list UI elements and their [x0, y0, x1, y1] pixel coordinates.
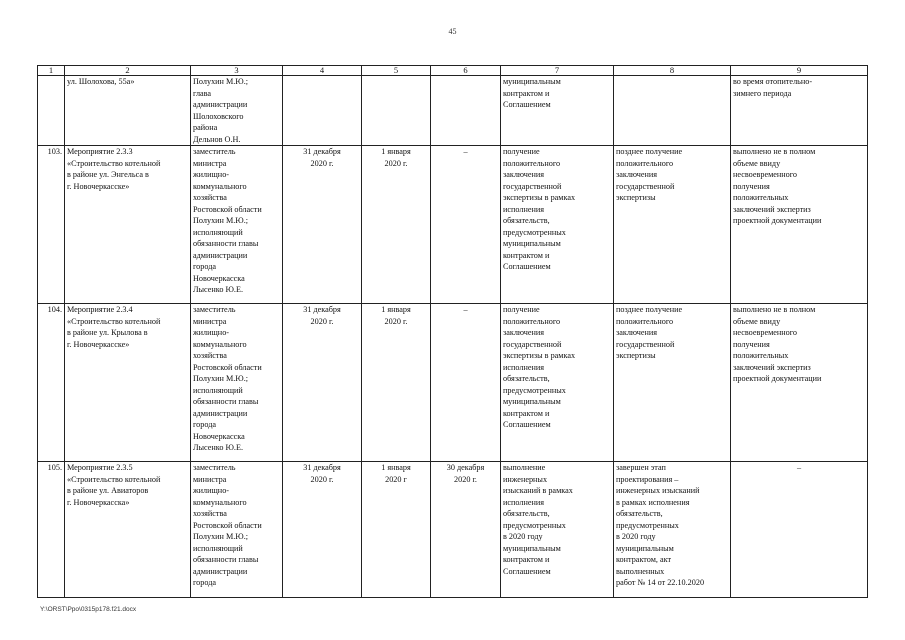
row-number: 104.	[38, 304, 65, 462]
fact-date-cell: 1 января 2020 г.	[362, 304, 431, 462]
row-number: 103.	[38, 146, 65, 304]
column-header: 1	[38, 66, 65, 76]
reasons-cell: –	[731, 462, 868, 598]
other-date-cell: –	[431, 304, 501, 462]
page-number: 45	[448, 27, 457, 36]
row-number	[38, 76, 65, 146]
table-header-row	[38, 66, 868, 76]
column-header: 8	[614, 66, 731, 76]
planned-result-cell: выполнение инженерных изысканий в рамках исполнения обязательств, предусмотренных в 2020 году муниципальным контрактом и Соглашением	[501, 462, 614, 598]
table-row	[38, 462, 868, 598]
plan-date-cell: 31 декабря 2020 г.	[283, 304, 362, 462]
reasons-cell: во время отопительно- зимнего периода	[731, 76, 868, 146]
column-header: 4	[283, 66, 362, 76]
table-row	[38, 304, 868, 462]
row-number: 105.	[38, 462, 65, 598]
column-header: 3	[191, 66, 283, 76]
column-header: 7	[501, 66, 614, 76]
responsible-cell: Полухин М.Ю.; глава администрации Шолоховского района Дельнов О.Н.	[191, 76, 283, 146]
fact-date-cell: 1 января 2020 г.	[362, 146, 431, 304]
planned-result-cell: получение положительного заключения государственной экспертизы в рамках исполнения обязательств, предусмотренных муниципальным контрактом и Соглашением	[501, 146, 614, 304]
other-date-cell: –	[431, 146, 501, 304]
reasons-cell: выполнено не в полном объеме ввиду несвоевременного получения положительных заключений экспертиз проектной документации	[731, 304, 868, 462]
responsible-cell: заместитель министра жилищно- коммунального хозяйства Ростовской области Полухин М.Ю.; исполняющий обязанности главы администрации города	[191, 462, 283, 598]
event-cell: ул. Шолохова, 55а»	[65, 76, 191, 146]
actual-result-cell	[614, 76, 731, 146]
responsible-cell: заместитель министра жилищно- коммунального хозяйства Ростовской области Полухин М.Ю.; исполняющий обязанности главы администрации города Новочеркасска Лысенко Ю.Е.	[191, 304, 283, 462]
table-row	[38, 146, 868, 304]
report-table	[37, 65, 868, 598]
fact-date-cell	[362, 76, 431, 146]
file-path-footer: Y:\ORST\Ppo\0315p178.f21.docx	[40, 606, 137, 613]
plan-date-cell: 31 декабря 2020 г.	[283, 462, 362, 598]
other-date-cell: 30 декабря 2020 г.	[431, 462, 501, 598]
responsible-cell: заместитель министра жилищно- коммунального хозяйства Ростовской области Полухин М.Ю.; исполняющий обязанности главы администрации города Новочеркасска Лысенко Ю.Е.	[191, 146, 283, 304]
column-header: 2	[65, 66, 191, 76]
other-date-cell	[431, 76, 501, 146]
event-cell: Мероприятие 2.3.5 «Строительство котельной в районе ул. Авиаторов г. Новочеркасска»	[65, 462, 191, 598]
plan-date-cell: 31 декабря 2020 г.	[283, 146, 362, 304]
table-row	[38, 76, 868, 146]
column-header: 6	[431, 66, 501, 76]
actual-result-cell: позднее получение положительного заключения государственной экспертизы	[614, 146, 731, 304]
event-cell: Мероприятие 2.3.3 «Строительство котельной в районе ул. Энгельса в г. Новочеркасске»	[65, 146, 191, 304]
column-header: 9	[731, 66, 868, 76]
actual-result-cell: завершен этап проектирования – инженерных изысканий в рамках исполнения обязательств, предусмотренных в 2020 году муниципальным контрактом, акт выполненных работ № 14 от 22.10.2020	[614, 462, 731, 598]
column-header: 5	[362, 66, 431, 76]
actual-result-cell: позднее получение положительного заключения государственной экспертизы	[614, 304, 731, 462]
planned-result-cell: получение положительного заключения государственной экспертизы в рамках исполнения обязательств, предусмотренных муниципальным контрактом и Соглашением	[501, 304, 614, 462]
reasons-cell: выполнено не в полном объеме ввиду несвоевременного получения положительных заключений экспертиз проектной документации	[731, 146, 868, 304]
plan-date-cell	[283, 76, 362, 146]
fact-date-cell: 1 января 2020 г	[362, 462, 431, 598]
planned-result-cell: муниципальным контрактом и Соглашением	[501, 76, 614, 146]
event-cell: Мероприятие 2.3.4 «Строительство котельной в районе ул. Крылова в г. Новочеркасске»	[65, 304, 191, 462]
